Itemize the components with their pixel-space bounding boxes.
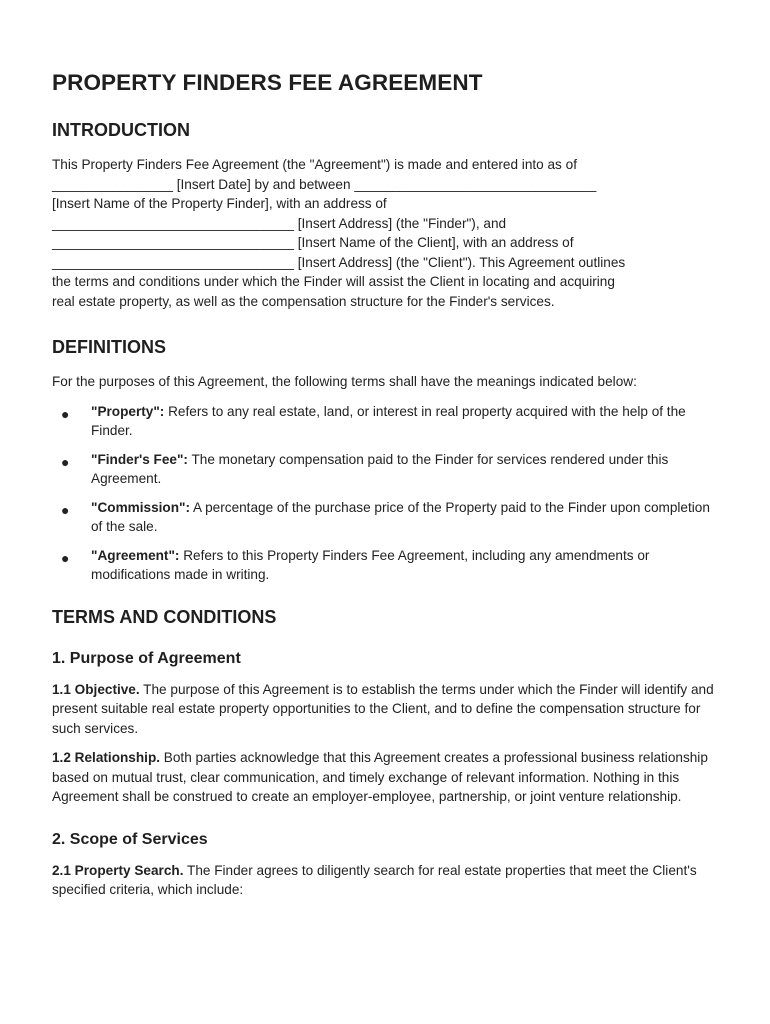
definition-term: "Finder's Fee": [91, 451, 188, 467]
intro-line: the terms and conditions under which the Finder will assist the Client in locating and acquiring [52, 274, 615, 289]
intro-line: ________________________________ [Insert Address] (the "Finder"), and [52, 215, 507, 231]
introduction-paragraph [52, 155, 718, 311]
definition-text: The monetary compensation paid to the Finder for services rendered under this Agreement. [91, 451, 669, 486]
definitions-list [52, 402, 718, 585]
intro-line: ________________ [Insert Date] by and between ________________________________ [52, 176, 597, 192]
definition-term: "Commission": [91, 499, 190, 515]
intro-line: real estate property, as well as the compensation structure for the Finder's services. [52, 293, 555, 309]
bullet-icon: ● [61, 405, 70, 422]
intro-line: ________________________________ [Insert Name of the Client], with an address of [52, 235, 574, 250]
definition-item [52, 546, 718, 585]
intro-line: ________________________________ [Insert Address] (the "Client"). This Agreement outlines [52, 254, 626, 270]
definition-text: A percentage of the purchase price of the Property paid to the Finder upon completion of the sale. [91, 499, 710, 534]
definitions-heading: DEFINITIONS [52, 337, 167, 357]
clause-label: 1.2 Relationship. [52, 750, 161, 765]
definition-text: Refers to this Property Finders Fee Agreement, including any amendments or modifications made in writing. [91, 547, 650, 582]
clause-text: Both parties acknowledge that this Agreement creates a professional business relationship based on mutual trust, clear communication, and timely exchange of relevant information. Nothing in this Agreement shall be construed to create an employer-employee, partnership, or joint venture relationship. [52, 750, 708, 804]
bullet-icon: ● [61, 501, 70, 518]
definition-item [52, 450, 718, 489]
definitions-intro: For the purposes of this Agreement, the following terms shall have the meanings indicated below: [52, 374, 637, 389]
bullet-icon: ● [61, 453, 70, 470]
definition-item [52, 402, 718, 441]
clause-paragraph [52, 748, 718, 807]
clause-label: 2.1 Property Search. [52, 862, 184, 878]
clause-label: 1.1 Objective. [52, 681, 140, 697]
definition-text: Refers to any real estate, land, or interest in real property acquired with the help of the Finder. [91, 403, 686, 438]
section-heading: 2. Scope of Services [52, 830, 208, 848]
intro-line: [Insert Name of the Property Finder], with an address of [52, 196, 387, 211]
section-heading: 1. Purpose of Agreement [52, 649, 241, 667]
bullet-icon: ● [61, 549, 70, 566]
definition-term: "Property": [91, 403, 165, 419]
clause-text: The Finder agrees to diligently search for real estate properties that meet the Client's specified criteria, which include: [52, 862, 697, 897]
section-spacer [52, 817, 718, 831]
terms-heading: TERMS AND CONDITIONS [52, 606, 277, 627]
clause-text: The purpose of this Agreement is to establish the terms under which the Finder will identify and present suitable real estate property opportunities to the Client, and to define the compensation structure for such services. [52, 681, 714, 736]
document-title: PROPERTY FINDERS FEE AGREEMENT [52, 70, 483, 95]
definition-term: "Agreement": [91, 547, 180, 563]
intro-line: This Property Finders Fee Agreement (the "Agreement") is made and entered into as of [52, 157, 577, 172]
clause-paragraph [52, 861, 718, 900]
introduction-heading: INTRODUCTION [52, 120, 190, 140]
clause-paragraph [52, 680, 718, 739]
definition-item [52, 498, 718, 537]
